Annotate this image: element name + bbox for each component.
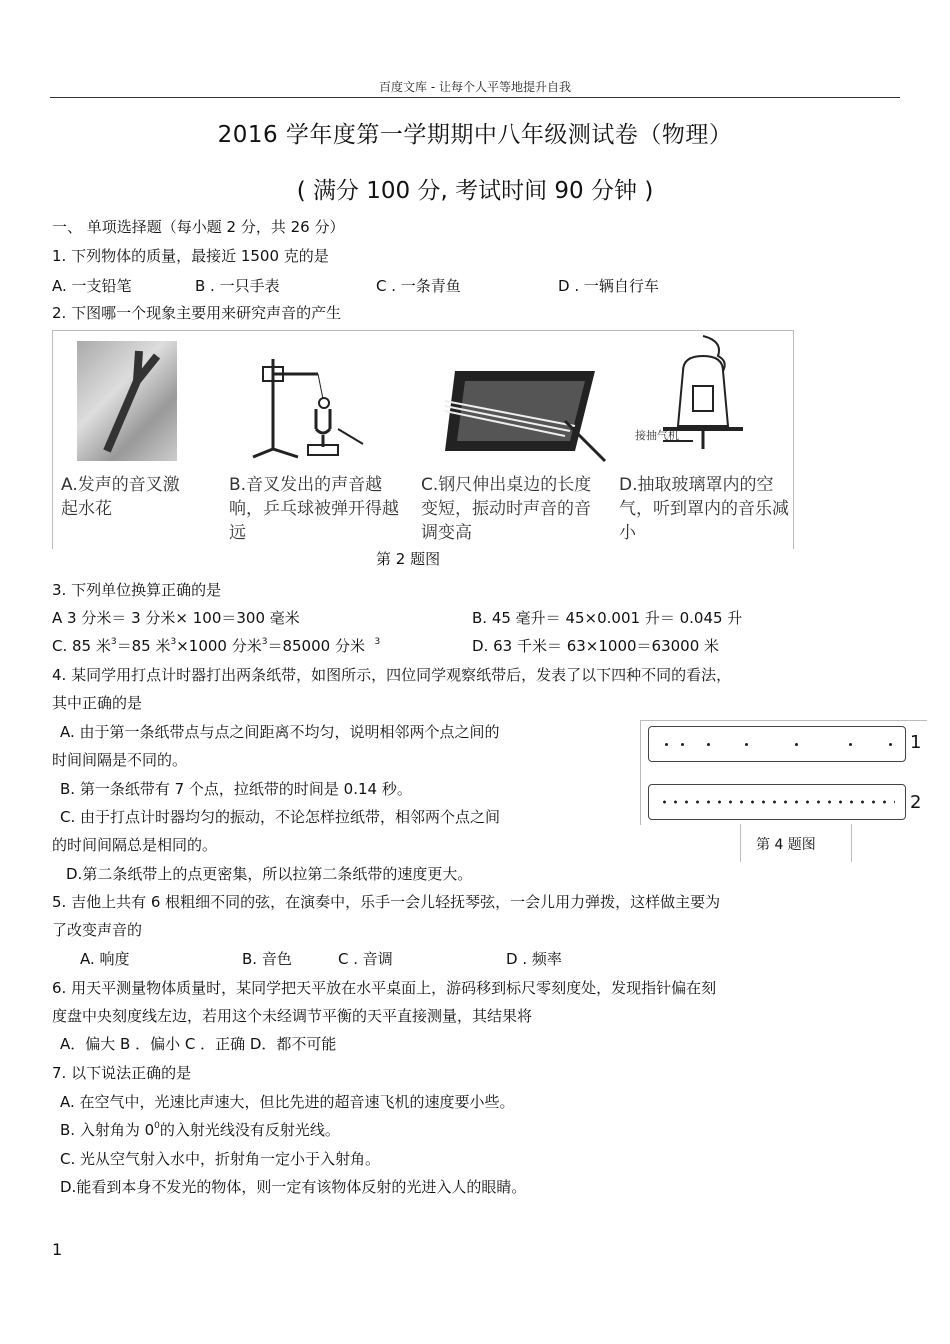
q1-option-d: D . 一辆自行车: [558, 277, 659, 295]
q5-stem-cont: 了改变声音的: [52, 921, 143, 939]
tuning-fork-water-photo: [77, 341, 177, 461]
q4-option-c: C. 由于打点计时器均匀的振动，不论怎样拉纸带，相邻两个点之间: [60, 808, 501, 826]
q4-figure-caption: 第 4 题图: [756, 837, 816, 853]
q2-stem: 2. 下图哪一个现象主要用来研究声音的产生: [52, 304, 342, 322]
paper-tape-1: [648, 726, 906, 762]
page-header: 百度文库 - 让每个人平等地提升自我: [379, 80, 571, 94]
q4-option-b: B. 第一条纸带有 7 个点，拉纸带的时间是 0.14 秒。: [60, 780, 412, 798]
q2-caption-b: B.音叉发出的声音越响，乒乓球被弹开得越远: [229, 475, 399, 543]
q4-figure: [640, 720, 926, 862]
q1-stem: 1. 下列物体的质量，最接近 1500 克的是: [52, 247, 329, 265]
q3-stem: 3. 下列单位换算正确的是: [52, 581, 222, 599]
q7-option-b: B. 入射角为 $0^0$的入射光线没有反射光线。: [60, 1121, 340, 1139]
q1-option-a: A. 一支铅笔: [52, 277, 132, 295]
tuning-fork-icon: [77, 341, 177, 461]
q6-options: A．偏大 B ．偏小 C ．正确 D．都不可能: [60, 1035, 337, 1053]
tape-2-label: 2: [910, 792, 922, 813]
q6-stem: 6. 用天平测量物体质量时，某同学把天平放在水平桌面上，游码移到标尺零刻度处，发现指针偏在刻: [52, 979, 717, 997]
q5-stem: 5. 吉他上共有 6 根粗细不同的弦，在演奏中，乐手一会儿轻抚琴弦，一会儿用力弹拨，这样做主要为: [52, 893, 721, 911]
q2-caption-c: C.钢尺伸出桌边的长度变短，振动时声音的音调变高: [421, 475, 592, 543]
q4-stem-cont: 其中正确的是: [52, 694, 143, 712]
q2-figure-caption: 第 2 题图: [376, 550, 441, 568]
q2-figure: [52, 330, 794, 549]
dense-dots: [659, 800, 895, 804]
q6-stem-cont: 度盘中央刻度线左边，若用这个未经调节平衡的天平直接测量，其结果将: [52, 1007, 533, 1025]
q5-option-b: B. 音色: [242, 950, 292, 968]
q4-option-a: A. 由于第一条纸带点与点之间距离不均匀，说明相邻两个点之间的: [60, 723, 500, 741]
exam-subtitle: ( 满分 100 分, 考试时间 90 分钟 ): [296, 178, 654, 204]
q5-option-c: C . 音调: [338, 950, 393, 968]
tape-1-label: 1: [910, 732, 922, 753]
q3-option-b: B. 45 毫升＝ 45×0.001 升＝ 0.045 升: [472, 609, 743, 627]
q5-option-a: A. 响度: [80, 950, 130, 968]
q3-option-a: A 3 分米＝ 3 分米× 100＝300 毫米: [52, 609, 300, 627]
q7-stem: 7. 以下说法正确的是: [52, 1064, 192, 1082]
q2-caption-d: D.抽取玻璃罩内的空气，听到罩内的音乐减小: [619, 475, 789, 543]
q4-option-c-cont: 的时间间隔总是相同的。: [52, 836, 218, 854]
ping-pong-stand-icon: [238, 349, 388, 464]
section-heading: 一、 单项选择题（每小题 2 分，共 26 分）: [52, 218, 345, 236]
header-divider: [50, 97, 900, 98]
page-number: 1: [52, 1240, 63, 1259]
q1-option-c: C . 一条青鱼: [376, 277, 461, 295]
q3-option-d: D. 63 千米＝ 63×1000＝63000 米: [472, 637, 720, 655]
pump-label: 接抽气机: [635, 429, 679, 442]
q7-option-c: C. 光从空气射入水中，折射角一定小于入射角。: [60, 1150, 381, 1168]
q4-stem: 4. 某同学用打点计时器打出两条纸带，如图所示，四位同学观察纸带后，发表了以下四种不同的看法，: [52, 666, 732, 684]
q7-option-d: D.能看到本身不发光的物体，则一定有该物体反射的光进入人的眼睛。: [60, 1178, 527, 1196]
q4-option-a-cont: 时间间隔是不同的。: [52, 751, 188, 769]
paper-tape-2: [648, 784, 906, 820]
q1-option-b: B . 一只手表: [195, 277, 280, 295]
q4-option-d: D.第二条纸带上的点更密集，所以拉第二条纸带的速度更大。: [66, 865, 473, 883]
q2-caption-a: A.发声的音叉激起水花: [61, 475, 180, 519]
steel-ruler-desk-icon: [445, 351, 615, 466]
q7-option-a: A. 在空气中，光速比声速大，但比先进的超音速飞机的速度要小些。: [60, 1093, 515, 1111]
q3-option-c: C. 85 米$^3$＝85 米$^3$×1000 分米$^3$＝85000 分米 $^3$: [52, 637, 381, 655]
q5-option-d: D . 频率: [506, 950, 562, 968]
exam-title: 2016 学年度第一学期期中八年级测试卷（物理）: [217, 122, 733, 148]
